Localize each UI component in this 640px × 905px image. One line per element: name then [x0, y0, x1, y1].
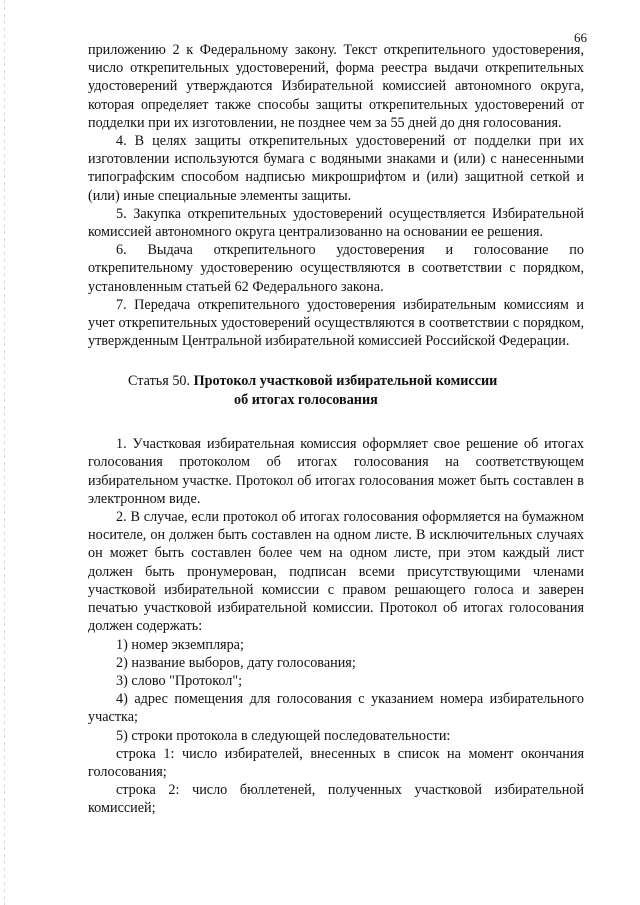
document-body	[88, 41, 584, 818]
list-item: строка 1: число избирателей, внесенных в список на момент окончания голосования;	[88, 745, 584, 780]
page-number: 66	[574, 30, 587, 45]
list-item: 1) номер экземпляра;	[116, 636, 244, 653]
scan-edge-artifact	[4, 0, 5, 905]
paragraph: приложению 2 к Федеральному закону. Текст открепительного удостоверения, число открепительных удостоверений, форма реестра выдачи открепительных удостоверений утверждаются Избирательной комиссией автономного округа, которая определяет также способы защиты открепительных удостоверений от подделки при их изготовлении, не позднее чем за 55 дней до дня голосования.	[88, 42, 584, 131]
paragraphs-after-heading	[88, 435, 584, 817]
list-item: 2) название выборов, дату голосования;	[116, 654, 356, 671]
paragraphs-before-heading	[88, 41, 584, 350]
paragraph: 2. В случае, если протокол об итогах голосования оформляется на бумажном носителе, он должен быть составлен на одном листе. В исключительных случаях он может быть составлен более чем на одном листе, при этом каждый лист должен быть пронумерован, подписан всеми присутствующими членами участковой избирательной комиссии с правом решающего голоса и заверен печатью участковой избирательной комиссии. Протокол об итогах голосования должен содержать:	[88, 509, 584, 635]
article-title-line2: об итогах голосования	[234, 391, 378, 408]
list-item: 4) адрес помещения для голосования с указанием номера избирательного участка;	[88, 691, 584, 726]
paragraph: 1. Участковая избирательная комиссия оформляет свое решение об итогах голосования протоколом об итогах голосования на соответствующем избирательном участке. Протокол об итогах голосования может быть составлен в электронном виде.	[88, 436, 584, 507]
paragraph: 6. Выдача открепительного удостоверения и голосование по открепительному удостоверению осуществляются в соответствии с порядком, установленным статьей 62 Федерального закона.	[88, 242, 584, 295]
list-item: строка 2: число бюллетеней, полученных участковой избирательной комиссией;	[88, 782, 584, 817]
article-heading	[88, 372, 584, 409]
paragraph: 4. В целях защиты открепительных удостоверений от подделки при их изготовлении используются бумага с водяными знаками и (или) с нанесенными типографским способом надписью микрошрифтом и (или) защитной сеткой и (или) иные специальные элементы защиты.	[88, 133, 584, 204]
paragraph: 7. Передача открепительного удостоверения избирательным комиссиям и учет открепительных удостоверений осуществляются в соответствии с порядком, утвержденным Центральной избирательной комиссией Российской Федерации.	[88, 296, 584, 350]
paragraph: 5. Закупка открепительных удостоверений осуществляется Избирательной комиссией автономного округа централизованно на основании ее решения.	[88, 205, 584, 241]
list-item: 5) строки протокола в следующей последовательности:	[116, 727, 451, 744]
article-title-line1: Протокол участковой избирательной комиссии	[193, 373, 498, 390]
list-item: 3) слово "Протокол";	[116, 672, 243, 689]
article-number: Статья 50.	[128, 373, 194, 390]
